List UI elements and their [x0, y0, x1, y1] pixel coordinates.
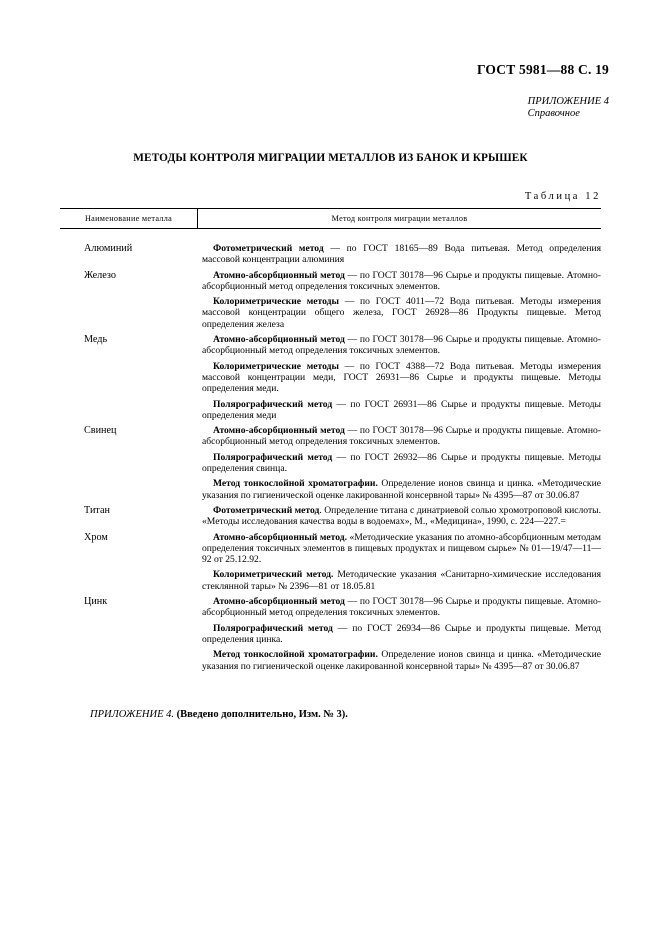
method-description: — по ГОСТ 30178—96 Сырье и продукты пищевые. Атомно-абсорбционный метод определения токсичных элементов.	[202, 596, 601, 619]
method-description: — по ГОСТ 26932—86 Сырье и продукты пищевые. Методы определения свинца.	[202, 451, 601, 475]
method-name: Колориметрические методы	[213, 296, 339, 308]
method-name: Метод тонкослойной хроматографии.	[213, 478, 378, 490]
method-entry	[202, 399, 601, 422]
metal-name: Медь	[84, 334, 108, 346]
table-label: Таблица 12	[524, 191, 601, 202]
method-entry	[202, 361, 601, 395]
metal-methods	[197, 596, 601, 676]
appendix-type: Справочное	[527, 108, 580, 119]
table-row	[60, 270, 601, 334]
method-name: Полярографический метод	[213, 398, 333, 410]
footnote	[90, 709, 348, 720]
method-entry	[202, 270, 601, 293]
metal-name: Титан	[84, 504, 110, 516]
method-entry	[202, 243, 601, 266]
method-entry	[202, 296, 601, 330]
appendix-number: ПРИЛОЖЕНИЕ 4	[527, 96, 609, 107]
metal-name: Свинец	[84, 425, 117, 437]
method-description: Определение ионов свинца и цинка. «Методические указания по гигиенической оценке лакированной консервной тары» № 4395—87 от 30.06.87	[202, 649, 601, 672]
method-name: Полярографический метод	[213, 451, 333, 463]
method-description: — по ГОСТ 26931—86 Сырье и продукты пищевые. Методы определения меди	[202, 398, 601, 421]
method-entry	[202, 623, 601, 646]
methods-table	[60, 208, 601, 676]
method-description: — по ГОСТ 30178—96 Сырье и продукты пищевые. Атомно-абсорбционный метод определения токсичных элементов.	[202, 269, 601, 292]
method-name: Атомно-абсорбционный метод	[213, 596, 345, 608]
method-name: Колориметрический метод.	[213, 569, 334, 581]
method-name: Атомно-абсорбционный метод.	[213, 531, 348, 543]
method-entry	[202, 425, 601, 448]
metal-methods	[197, 243, 601, 270]
method-entry	[202, 569, 601, 592]
method-description: — по ГОСТ 30178—96 Сырье и продукты пищевые. Атомно-абсорбционный метод определения токсичных элементов.	[202, 425, 601, 448]
method-description: — по ГОСТ 4011—72 Вода питьевая. Методы измерения массовой концентрации общего железа, ГОСТ 26928—86 Продукты пищевые. Метод определения железа	[202, 296, 601, 330]
method-name: Колориметрические методы	[213, 360, 339, 372]
metal-methods	[197, 425, 601, 505]
footnote-text: (Введено дополнительно, Изм. № 3).	[176, 709, 348, 720]
method-description: — по ГОСТ 4388—72 Вода питьевая. Методы измерения массовой концентрации меди, ГОСТ 26931—86 Сырье и продукты пищевые. Методы определения меди.	[202, 360, 601, 395]
method-entry	[202, 532, 601, 566]
method-description: — по ГОСТ 18165—89 Вода питьевая. Метод определения массовой концентрации алюминия	[202, 243, 601, 266]
table-row	[60, 596, 601, 676]
method-name: Атомно-абсорбционный метод	[213, 269, 345, 281]
page-header: ГОСТ 5981—88 С. 19	[476, 62, 609, 77]
table-header	[60, 208, 601, 229]
header-metal: Наименование металла	[60, 209, 198, 228]
method-name: Метод тонкослойной хроматографии.	[213, 649, 378, 661]
method-entry	[202, 505, 601, 528]
table-row	[60, 334, 601, 425]
metal-methods	[197, 532, 601, 596]
metal-name: Железо	[84, 269, 116, 281]
method-name: Фотометрический метод	[213, 243, 324, 254]
table-body	[60, 229, 601, 676]
table-row	[60, 505, 601, 532]
method-entry	[202, 334, 601, 357]
method-entry	[202, 478, 601, 501]
metal-methods	[197, 505, 601, 532]
method-description: — по ГОСТ 26934—86 Сырье и продукты пищевые. Метод определения цинка.	[202, 622, 601, 645]
method-description: Определение ионов свинца и цинка. «Методические указания по гигиенической оценке лакированной консервной тары» № 4395—87 от 30.06.87	[202, 478, 601, 501]
metal-name: Хром	[84, 531, 108, 543]
method-entry	[202, 596, 601, 619]
header-method: Метод контроля миграции металлов	[331, 214, 468, 223]
method-description: Методические указания «Санитарно-химические исследования стеклянной тары» № 2396—81 от 18.05.81	[202, 569, 601, 592]
metal-methods	[197, 270, 601, 334]
method-name: Атомно-абсорбционный метод	[213, 425, 345, 437]
metal-name: Цинк	[84, 596, 108, 608]
table-row	[60, 243, 601, 270]
table-row	[60, 532, 601, 596]
method-entry	[202, 649, 601, 672]
method-description: — по ГОСТ 30178—96 Сырье и продукты пищевые. Атомно-абсорбционный метод определения токсичных элементов.	[202, 334, 601, 357]
footnote-label: ПРИЛОЖЕНИЕ 4.	[90, 709, 174, 720]
method-name: Полярографический метод	[213, 622, 333, 634]
method-entry	[202, 452, 601, 475]
appendix-label	[528, 96, 609, 120]
method-name: Атомно-абсорбционный метод	[213, 334, 345, 346]
method-name: Фотометрический метод	[213, 504, 320, 516]
method-description: . Определение титана с динатриевой солью хромотроповой кислоты. «Методы исследования качества воды в водоемах», М., «Медицина», 1990, с. 224—227.=	[202, 504, 602, 528]
table-row	[60, 425, 601, 505]
metal-methods	[197, 334, 601, 425]
method-description: «Методические указания по атомно-абсорбционным методам определения токсичных элементов в пищевых продуктах и пищевом сырье» № 01—19/47—11—92 от 25.12.92.	[202, 531, 601, 566]
metal-name: Алюминий	[84, 243, 133, 254]
document-title: МЕТОДЫ КОНТРОЛЯ МИГРАЦИИ МЕТАЛЛОВ ИЗ БАНОК И КРЫШЕК	[133, 152, 528, 164]
